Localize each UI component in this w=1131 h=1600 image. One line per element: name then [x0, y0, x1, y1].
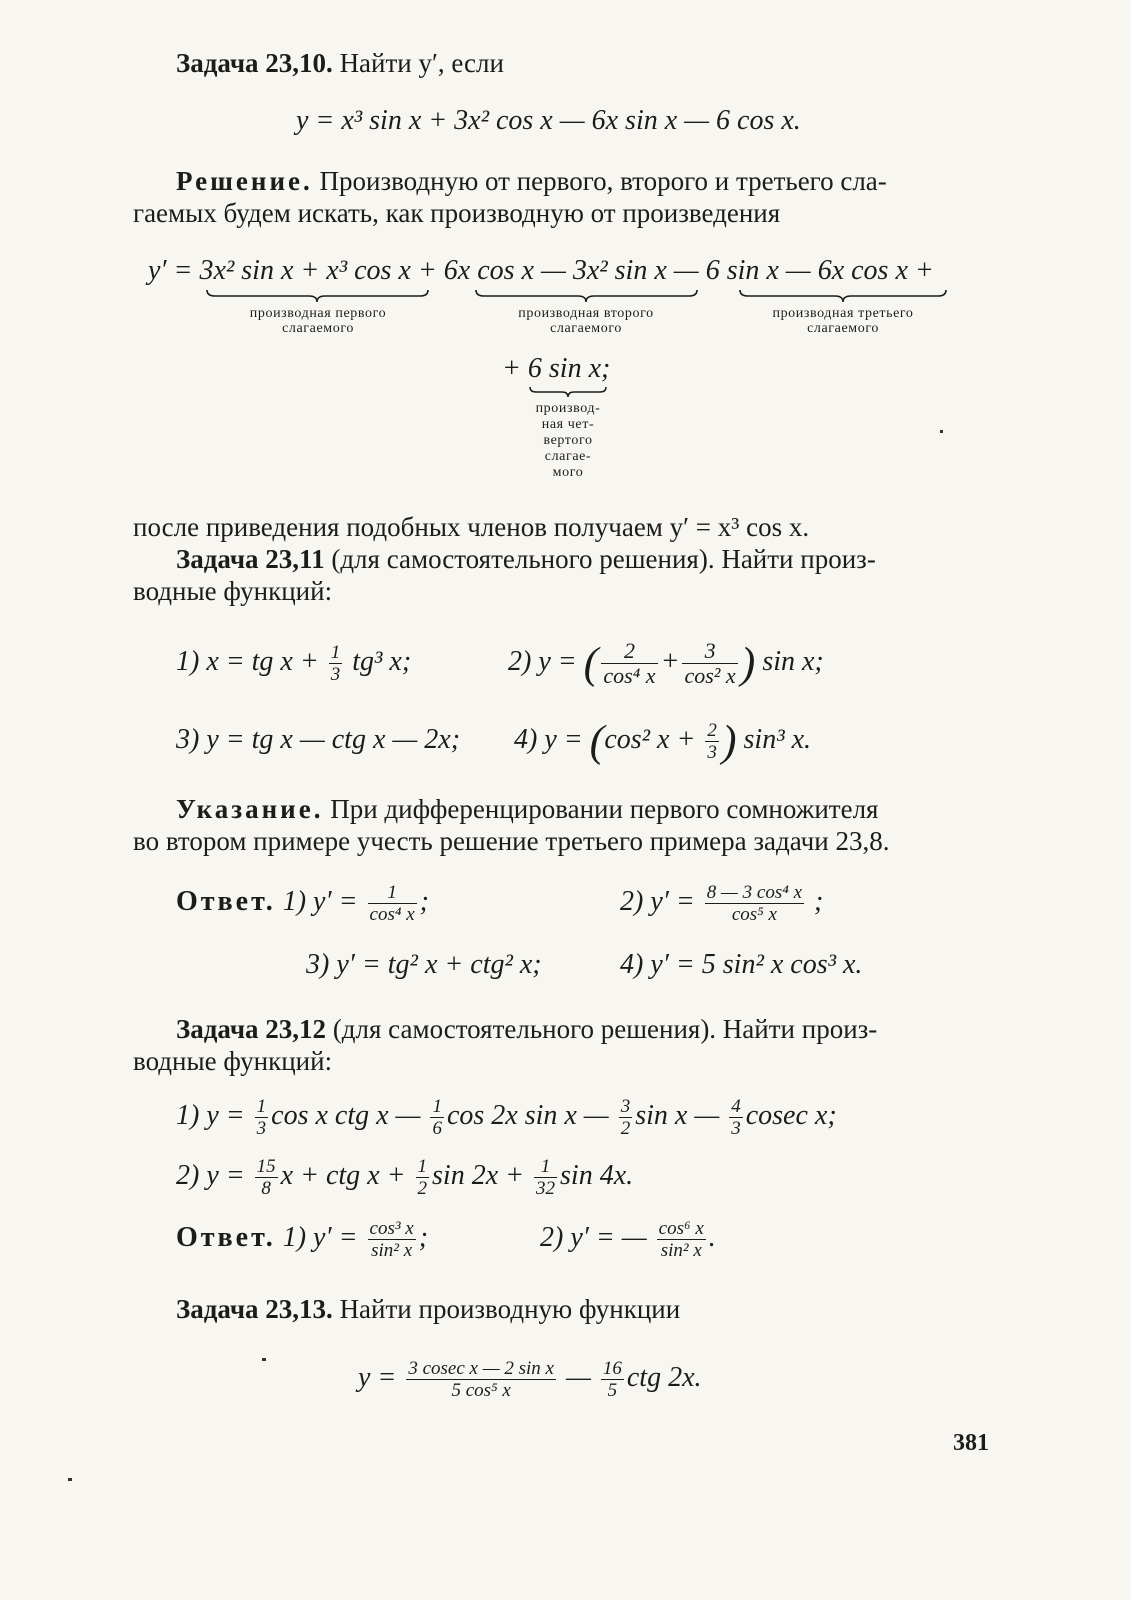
problem-23-12-example-1: [176, 1086, 837, 1146]
hint-text-1: При дифференцировании первого сомножителя: [330, 794, 879, 824]
underbrace-2-label: производная второго слагаемого: [518, 306, 654, 336]
ex2-suffix: sin x;: [755, 646, 824, 677]
answer-label-23-11: Ответ.: [176, 886, 276, 917]
p13-formula-suffix: ctg 2x.: [626, 1362, 702, 1393]
problem-23-11-line-2: водные функций:: [133, 576, 333, 606]
ex1-fraction-denominator: 3: [330, 664, 341, 686]
p13-formula-prefix: y =: [358, 1362, 404, 1393]
problem-23-10-heading: Задача 23,10.: [176, 48, 333, 78]
hint-line-1: [176, 792, 878, 826]
answer-label-23-12: Ответ.: [176, 1222, 276, 1253]
problem-23-11-text: (для самостоятельного решения). Найти произ-: [324, 544, 876, 574]
derivative-term-4: + 6 sin x;: [502, 353, 611, 384]
problem-23-11-example-4: [514, 710, 811, 770]
p12-ex1-fraction-4: [729, 1096, 743, 1139]
ex4-fraction-numerator: 2: [707, 720, 717, 742]
p12-ex2-f3-numerator: 1: [534, 1156, 557, 1178]
problem-23-12-answer-2: [540, 1208, 716, 1268]
problem-23-11-heading: Задача 23,11: [176, 544, 325, 574]
ex4-fraction: [705, 720, 719, 763]
p13-fraction-2: [601, 1358, 624, 1401]
hint-label: Указание.: [176, 794, 324, 824]
derivative-minus-2: —: [666, 255, 706, 286]
answer-2-denominator: cos⁵ x: [731, 904, 777, 926]
underbrace-3-label: производная третьего слагаемого: [772, 306, 914, 336]
p12-ex2-a: 2) y =: [176, 1160, 252, 1191]
p12-ex1-a: 1) y =: [176, 1100, 252, 1131]
derivative-term-3: 6 sin x — 6x cos x: [705, 255, 908, 286]
problem-23-11-answer-2: [620, 872, 823, 932]
p12-answer-2-fraction: [657, 1218, 706, 1261]
answer-2-fraction: [705, 882, 804, 925]
derivative-plus-1: +: [410, 255, 444, 286]
p12-answer-2-numerator: cos⁶ x: [658, 1218, 704, 1240]
problem-23-12-line-1: [176, 1012, 877, 1046]
ex4-left-paren: (: [589, 716, 605, 766]
ex2-plus: +: [660, 646, 680, 677]
derivative-term-1: 3x² sin x + x³ cos x: [199, 255, 411, 286]
print-speck: [940, 430, 943, 433]
hint-line-2: во втором примере учесть решение третьего примера задачи 23,8.: [133, 826, 890, 856]
solution-line-1: [176, 164, 887, 198]
p12-ex1-f2-denominator: 6: [432, 1118, 442, 1140]
underbrace-4-label: производ- ная чет- вертого слагае- мого: [535, 401, 601, 480]
derivative-term-2: 6x cos x — 3x² sin x: [443, 255, 667, 286]
ex2-right-paren: ): [740, 638, 756, 688]
ex1-prefix: 1) x = tg x +: [176, 646, 326, 677]
p12-ex1-f4-numerator: 4: [731, 1096, 741, 1118]
ex2-fraction-1-denominator: cos⁴ x: [603, 663, 656, 689]
problem-23-13-statement: [176, 1292, 680, 1326]
solution-conclusion: после приведения подобных членов получаем y′ = x³ cos x.: [133, 512, 810, 542]
ex2-fraction-1: [601, 639, 657, 688]
p12-ex1-fraction-2: [430, 1096, 444, 1139]
problem-23-11-line-1: [176, 542, 876, 576]
p13-fraction-2-numerator: 16: [602, 1358, 622, 1380]
p12-ex2-f1-numerator: 15: [256, 1156, 276, 1178]
ex4-inner: cos² x +: [604, 724, 703, 755]
p12-ex1-b: cos x ctg x —: [271, 1100, 428, 1131]
p12-ex1-f3-denominator: 2: [620, 1118, 631, 1140]
answer-1-fraction: [368, 882, 417, 925]
p12-ex1-fraction-1: [255, 1096, 269, 1139]
p12-ex2-f1-denominator: 8: [261, 1178, 271, 1200]
answer-2-prefix: 2) y′ =: [620, 886, 702, 917]
problem-23-13-heading: Задача 23,13.: [176, 1294, 333, 1324]
problem-23-11-answer-3: 3) y′ = tg² x + ctg² x;: [306, 949, 542, 980]
problem-23-13-formula: [358, 1346, 702, 1410]
p12-answer-2-suffix: .: [708, 1222, 716, 1253]
ex4-prefix: 4) y =: [514, 724, 590, 755]
p12-ex1-e: cosec x;: [745, 1100, 837, 1131]
ex4-suffix: sin³ x.: [736, 724, 812, 755]
ex4-fraction-denominator: 3: [707, 742, 717, 764]
p12-ex2-f3-denominator: 32: [536, 1178, 556, 1200]
ex2-prefix: 2) y =: [508, 646, 584, 677]
p12-ex2-fraction-3: [534, 1156, 557, 1199]
ex1-fraction-numerator: 1: [330, 642, 341, 664]
underbrace-1-label: производная первого слагаемого: [249, 306, 387, 336]
p12-ex1-c: cos 2x sin x —: [446, 1100, 616, 1131]
p12-answer-1-numerator: cos³ x: [369, 1218, 414, 1240]
p12-ex2-b: x + ctg x +: [280, 1160, 413, 1191]
p12-answer-2-prefix: 2) y′ = —: [540, 1222, 654, 1253]
problem-23-11-example-3: 3) y = tg x — ctg x — 2x;: [176, 724, 461, 755]
problem-23-12-example-2: [176, 1146, 633, 1206]
p12-ex2-f2-numerator: 1: [417, 1156, 428, 1178]
underbrace-2: [474, 288, 699, 304]
answer-1-suffix: ;: [419, 886, 429, 917]
p12-answer-1-prefix: 1) y′ =: [282, 1222, 365, 1253]
p12-answer-1-denominator: sin² x: [371, 1240, 413, 1262]
ex2-fraction-1-numerator: 2: [601, 639, 657, 664]
p13-fraction-1: [406, 1358, 556, 1401]
problem-23-11-example-1: [176, 632, 411, 692]
problem-23-12-text: (для самостоятельного решения). Найти произ-: [326, 1014, 878, 1044]
problem-23-10-statement: [176, 46, 504, 80]
p12-ex2-d: sin 4x.: [560, 1160, 634, 1191]
p12-ex2-fraction-1: [255, 1156, 278, 1199]
solution-label: Решение.: [176, 166, 313, 196]
solution-line-2: гаемых будем искать, как производную от произведения: [133, 198, 781, 228]
p12-ex1-f3-numerator: 3: [620, 1096, 631, 1118]
p13-fraction-1-denominator: 5 cos⁵ x: [451, 1380, 511, 1402]
problem-23-11-answer-row-1: [176, 872, 429, 932]
p12-ex1-f2-numerator: 1: [432, 1096, 442, 1118]
p12-answer-1-fraction: [368, 1218, 416, 1261]
problem-23-13-text: Найти производную функции: [339, 1294, 681, 1324]
p13-formula-minus: —: [558, 1362, 598, 1393]
ex2-fraction-2-numerator: 3: [682, 639, 737, 664]
p12-ex2-c: sin 2x +: [432, 1160, 532, 1191]
p13-fraction-1-numerator: 3 cosec x — 2 sin x: [408, 1358, 554, 1380]
page-number: 381: [953, 1430, 989, 1456]
ex2-fraction-2-denominator: cos² x: [684, 663, 736, 689]
ex4-right-paren: ): [721, 716, 737, 766]
p12-ex1-d: sin x —: [635, 1100, 727, 1131]
p12-ex1-fraction-3: [619, 1096, 633, 1139]
derivative-plus-3: +: [907, 255, 934, 286]
problem-23-10-formula: y = x³ sin x + 3x² cos x — 6x sin x — 6 cos x.: [296, 105, 801, 136]
problem-23-12-answer-1: [176, 1208, 428, 1268]
p12-ex2-fraction-2: [416, 1156, 430, 1199]
p12-answer-2-denominator: sin² x: [660, 1240, 702, 1262]
answer-2-suffix: ;: [807, 886, 824, 917]
derivative-lhs: y′ =: [148, 255, 200, 286]
print-speck: [262, 1358, 266, 1361]
underbrace-1: [205, 288, 430, 304]
derivative-expression: [148, 254, 934, 288]
p13-fraction-2-denominator: 5: [607, 1380, 618, 1402]
p12-ex1-f1-numerator: 1: [256, 1096, 267, 1118]
p12-ex2-f2-denominator: 2: [417, 1178, 428, 1200]
ex1-suffix: tg³ x;: [345, 646, 412, 677]
p12-ex1-f4-denominator: 3: [731, 1118, 741, 1140]
problem-23-11-example-2: [508, 632, 824, 692]
underbrace-3: [738, 288, 948, 304]
underbrace-4: [528, 385, 608, 399]
problem-23-12-line-2: водные функций:: [133, 1046, 333, 1076]
problem-23-11-answer-4: 4) y′ = 5 sin² x cos³ x.: [620, 949, 863, 980]
p12-ex1-f1-denominator: 3: [256, 1118, 267, 1140]
ex2-left-paren: (: [583, 638, 599, 688]
answer-1-denominator: cos⁴ x: [369, 904, 415, 926]
answer-1-prefix: 1) y′ =: [282, 886, 365, 917]
solution-text-1: Производную от первого, второго и третьего сла-: [319, 166, 887, 196]
ex2-fraction-2: [682, 639, 737, 688]
p12-answer-1-suffix: ;: [418, 1222, 429, 1253]
problem-23-12-heading: Задача 23,12: [176, 1014, 327, 1044]
problem-23-10-text: Найти y′, если: [339, 48, 504, 78]
answer-2-numerator: 8 — 3 cos⁴ x: [706, 882, 803, 904]
print-speck: [68, 1478, 72, 1481]
answer-1-numerator: 1: [368, 882, 417, 904]
ex1-fraction: [329, 642, 343, 685]
